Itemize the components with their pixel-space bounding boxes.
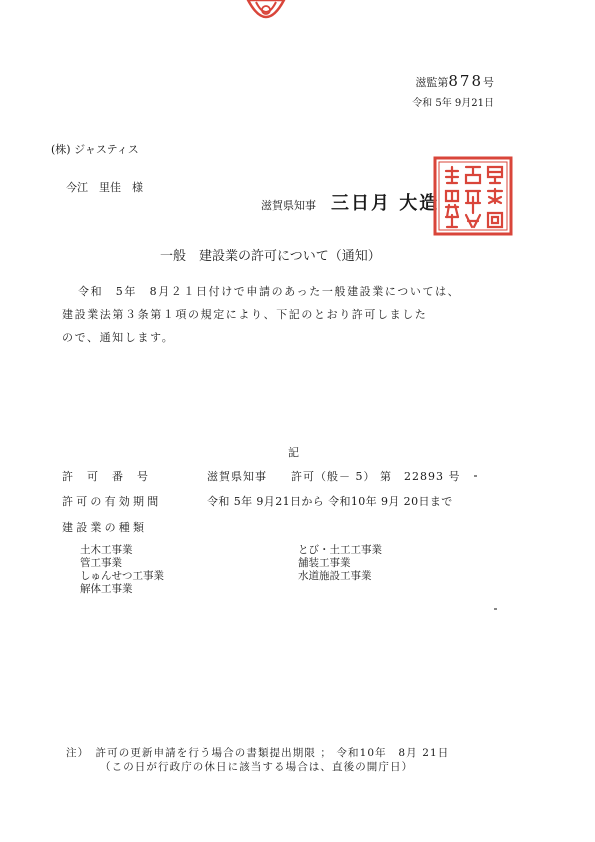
work-type-item: 土木工事業 (80, 544, 133, 556)
work-type-item: 解体工事業 (80, 583, 133, 595)
official-seal-stamp (432, 155, 514, 237)
validity-period-value: 令和 5年 9月21日から 令和10年 9月 20日まで (207, 495, 453, 508)
work-type-item: 舗装工事業 (298, 557, 351, 569)
work-type-item: しゅんせつ工事業 (80, 570, 164, 582)
footnote-line: 注） 許可の更新申請を行う場合の書類提出期限 ； 令和10年 8月 21日 (66, 747, 450, 759)
construction-types-label: 建設業の種類 (62, 521, 148, 534)
scan-speck (494, 608, 497, 610)
record-heading: 記 (288, 446, 299, 459)
permit-number-label: 許可番号 (62, 470, 162, 483)
body-text-line: 令和 5年 8月２１日付けで申請のあった一般建設業については、 (78, 285, 461, 298)
document-date: 令和 5年 9月21日 (412, 98, 494, 109)
scan-speck (474, 475, 477, 477)
work-type-item: とび・土工工事業 (298, 544, 382, 556)
work-type-item: 水道施設工事業 (298, 570, 372, 582)
recipient-company: (株) ジャスティス (51, 143, 139, 156)
issuer-title: 滋賀県知事 (261, 199, 316, 212)
work-type-item: 管工事業 (80, 557, 122, 569)
document-title: 一般 建設業の許可について（通知） (160, 249, 381, 264)
validity-period-label: 許可の有効期間 (62, 495, 162, 508)
body-text-line: ので、通知します。 (62, 331, 175, 344)
issuer-name: 三日月 大造 (331, 193, 440, 214)
body-text-line: 建設業法第３条第１項の規定により、下記のとおり許可しました (62, 308, 428, 321)
permit-number-value: 滋賀県知事 許可（般－ 5） 第 22893 号 (207, 470, 461, 483)
footnote-line: （この日が行政庁の休日に該当する場合は、直後の開庁日） (100, 761, 414, 773)
prefecture-emblem (244, 0, 288, 30)
recipient-name: 今江 里佳 様 (66, 181, 143, 194)
document-number: 滋監第878号 (415, 72, 494, 90)
